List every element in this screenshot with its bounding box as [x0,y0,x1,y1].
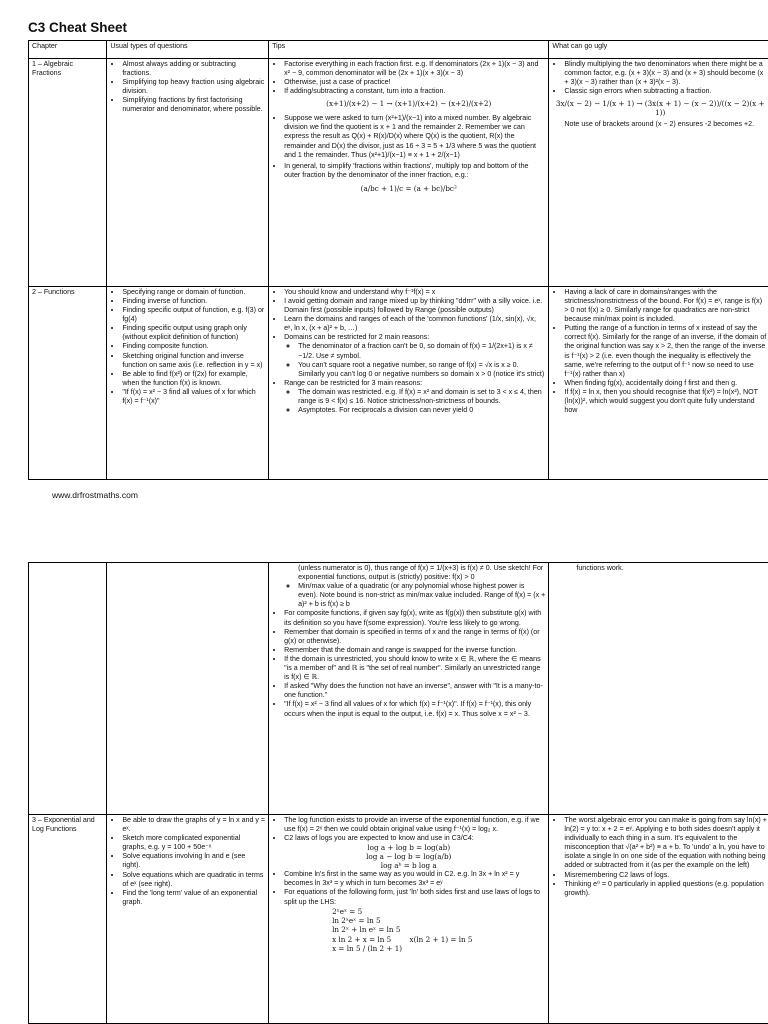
list-item: • Simplifying fractions by first factorising numerator and denominator, where possible. [122,96,265,114]
solve-step: ln 2ˣ + ln eˣ = ln 5 [332,925,401,935]
cheat-sheet-table-page2 [28,562,768,1024]
sub-list-item: ◦ Min/max value of a quadratic (or any polynomial whose highest power is even). Note bound is non-strict as min/max value included. Range of f(x) = (x + a)² + b is f(x) ≥ b [298,582,545,609]
header-tips: Tips [269,41,549,59]
header-ugly: What can go ugly [549,41,768,59]
ugly-cell [549,286,768,479]
list-item: • The log function exists to provide an inverse of the exponential function, e.g. if we use f(x) = 2ˣ then we could obtain original value using f⁻¹(x) = log₂ x. [284,816,545,834]
chapter-cell [29,563,107,815]
list-item: • Find the 'long term' value of an exponential graph. [122,889,265,907]
solve-step: ln 2ˣeˣ = ln 5 [332,916,381,926]
list-item: • Finding specific output of function, e.g. f(3) or fg(4) [122,306,265,324]
list-item: • Solve equations which are quadratic in terms of eˣ (see right). [122,871,265,889]
list-item: • I avoid getting domain and range mixed up by thinking "ddrrr" with a silly voice. i.e. Domain first (possible inputs) followed by Range (possible outputs) [284,297,545,315]
row-functions-continued [29,563,768,815]
ugly-cell [549,815,768,1024]
list-item: • Simplifying top heavy fraction using algebraic division. [122,78,265,96]
list-item: • Combine ln's first in the same way as you would in C2. e.g. ln 3x + ln x² = y becomes ln 3x³ = y which in turn becomes 3x³ = eʸ [284,870,545,888]
solve-step: x ln 2 + x = ln 5 x(ln 2 + 1) = ln 5 [332,934,473,944]
chapter-cell: 1 – Algebraic Fractions [29,58,107,286]
questions-cell [107,286,269,479]
footer-url: www.drfrostmaths.com [52,490,138,500]
list-item: • Finding inverse of function. [122,297,265,306]
tips-cell [269,58,549,286]
chapter-cell: 2 – Functions [29,286,107,479]
row-exponential-log [29,815,768,1024]
list-item-text: Range can be restricted for 3 main reasons: [284,378,423,387]
ugly-continued: functions work. [576,564,624,572]
solve-step: x = ln 5 / (ln 2 + 1) [332,944,403,954]
list-item: • Otherwise, just a case of practice! [284,78,545,87]
log-law: log a + log b = log(ab) [367,843,451,853]
sub-list-item: ◦ Asymptotes. For reciprocals a division can never yield 0 [298,406,545,415]
list-item: • You should know and understand why f⁻¹f(x) = x [284,288,545,297]
list-item: • In general, to simplify 'fractions within fractions', multiply top and bottom of the outer fraction by the denominator of the inner fraction, e.g.: [284,162,545,180]
tips-cell [269,815,549,1024]
cheat-sheet-table-page1 [28,40,768,480]
list-item: • If the domain is unrestricted, you should know to write x ∈ ℝ, where the ∈ means "is a member of" and ℝ is "the set of real number". Similarly an unrestricted range is f(x) ∈ ℝ. [284,655,545,682]
sub-list-item: ◦ You can't square root a negative number, so range of f(x) = √x is x ≥ 0. Similarly you can't log 0 or negative numbers so domain x > 0 (notice it's strict) [298,361,545,379]
list-item-text: Domains can be restricted for 2 main reasons: [284,333,430,342]
note: Note use of brackets around (x − 2) ensures -2 becomes +2. [564,120,755,129]
log-law: log aᵇ = b log a [380,861,437,871]
header-row [29,41,768,59]
list-item: • Learn the domains and ranges of each of the 'common functions' (1/x, sin(x), √x, eˣ, ln x, (x + a)² + b, …) [284,315,545,333]
ugly-cell [549,58,768,286]
list-item: • Finding specific output using graph only (without explicit definition of function) [122,324,265,342]
header-chapter: Chapter [29,41,107,59]
list-item: • Solve equations involving ln and e (see right). [122,852,265,870]
ugly-cell [549,563,768,815]
list-item [284,333,545,378]
tips-cell [269,563,549,815]
sub-list-item: (unless numerator is 0), thus range of f(x) = 1/(x+3) is f(x) ≠ 0. Use sketch! For exponential functions, output is (strictly) positive: f(x) > 0 [298,564,544,582]
list-item: • "If f(x) = x² − 3 find all values of x for which f(x) = f⁻¹(x)". If f(x) = f⁻¹(x), this only occurs when the input is equal to the output, i.e. f(x) = x. Thus solve x = x² − 3. [284,700,545,718]
list-item: • When finding fg(x), accidentally doing f first and then g. [564,379,768,388]
list-item: • If adding/subtracting a constant, turn into a fraction. [284,87,545,96]
equation: (a/bc + 1)/c = (a + bc)/bc² [360,183,457,193]
list-item: • Sketch more complicated exponential graphs, e.g. y = 100 + 50e⁻ˣ [122,834,265,852]
equation: (x+1)/(x+2) − 1 → (x+1)/(x+2) − (x+2)/(x+2) [326,99,492,109]
list-item: • Thinking e⁰ = 0 particularly in applied questions (e.g. population growth). [564,880,768,898]
list-item: • Having a lack of care in domains/ranges with the strictness/nonstrictness of the bound. For f(x) = eˣ, range is f(x) > 0 not f(x) ≥ 0. Similarly range for quadratics are non-strict because min/max point is included. [564,288,768,324]
questions-cell [107,58,269,286]
sub-list-item: ◦ The domain was restricted. e.g. If f(x) = x² and domain is set to 3 < x ≤ 4, then range is 9 < f(x) ≤ 16. Notice strictness/non-strictness of bounds. [298,388,545,406]
list-item: • Putting the range of a function in terms of x instead of say the correct f(x). Similarly for the range of an inverse, if the domain of the original function was say x > 2, then the range of the inverse is f⁻¹(x) > 2 (i.e. even though the inequality is effectively the same, we're referring to the output of f⁻¹ now so need to use f⁻¹(x) rather than x) [564,324,768,379]
list-item [284,379,545,415]
list-item: • Remember that the domain and range is swapped for the inverse function. [284,646,545,655]
equation: 3x/(x − 2) − 1/(x + 1) → (3x(x + 1) − (x − 2))/((x − 2)(x + 1)) [555,99,765,118]
list-item: • Finding composite function. [122,342,265,351]
tips-cell [269,286,549,479]
list-item: • Remember that domain is specified in terms of x and the range in terms of f(x) (or g(x) or otherwise). [284,628,545,646]
list-item: • If f(x) = ln x, then you should recognise that f(x²) = ln(x²), NOT (ln(x))², which would suggest you don't quite fully understand how [564,388,768,415]
list-item: • C2 laws of logs you are expected to know and use in C3/C4: [284,834,545,843]
list-item: • Be able to find f(x²) or f(2x) for example, when the function f(x) is known. [122,370,265,388]
solve-step: 2ˣeˣ = 5 [332,906,363,916]
questions-cell [107,815,269,1024]
list-item: • Be able to draw the graphs of y = ln x and y = eˣ. [122,816,265,834]
list-item: • Suppose we were asked to turn (x²+1)/(x−1) into a mixed number. By algebraic division we find the quotient is x + 1 and the remainder 2. Remember we can express the result as Q(x) + R(x)/D(x) where Q(x) is the quotient, R(x) the remainder and D(x) the divisor, just as 16 ÷ 3 = 5 + 1/3 where 5 was the quotient and 1 the remainder. Thus (x²+1)/(x−1) ≡ x + 1 + 2/(x−1) [284,114,545,159]
list-item: • Factorise everything in each fraction first. e.g. If denominators (2x + 1)(x − 3) and x² − 9, common denominator will be (2x + 1)(x + 3)(x − 3) [284,60,545,78]
questions-cell [107,563,269,815]
list-item: • Blindly multiplying the two denominators when there might be a common factor, e.g. (x + 3)(x − 3) and (x + 3) should become (x + 3)(x − 3) rather than (x + 3)²(x − 3). [564,60,768,87]
list-item: • "If f(x) = x² − 3 find all values of x for which f(x) = f⁻¹(x)" [122,388,265,406]
header-questions: Usual types of questions [107,41,269,59]
log-law: log a − log b = log(a/b) [366,852,452,862]
page-title: C3 Cheat Sheet [28,20,128,35]
list-item: • For equations of the following form, just 'ln' both sides first and use laws of logs to split up the LHS: [284,888,545,906]
row-algebraic-fractions [29,58,768,286]
list-item: • For composite functions, if given say fg(x), write as f(g(x)) then substitute g(x) with its definition so you have f(some expression). You're less likely to go wrong. [284,609,545,627]
list-item: • Specifying range or domain of function. [122,288,265,297]
list-item: • Misremembering C2 laws of logs. [564,871,768,880]
list-item: • The worst algebraic error you can make is going from say ln(x) + ln(2) = y to: x + 2 = eʸ. Applying e to both sides doesn't apply it individually to each thing in a sum. It's equivalent to the misconception that √(a² + b²) ≡ a + b. To 'undo' a ln, you have to isolate a single ln on one side of the equation with nothing being added or subtracted from it (as per the example on the left) [564,816,768,871]
sub-list-item: ◦ The denominator of a fraction can't be 0, so domain of f(x) = 1/(2x+1) is x ≠ −1/2. Use ≠ symbol. [298,342,545,360]
list-item: • If asked "Why does the function not have an inverse", answer with "It is a many-to-one function." [284,682,545,700]
row-functions [29,286,768,479]
list-item: • Classic sign errors when subtracting a fraction. [564,87,768,96]
list-item: • Almost always adding or subtracting fractions. [122,60,265,78]
chapter-cell: 3 – Exponential and Log Functions [29,815,107,1024]
list-item: • Sketching original function and inverse function on same axis (i.e. reflection in y = x) [122,352,265,370]
